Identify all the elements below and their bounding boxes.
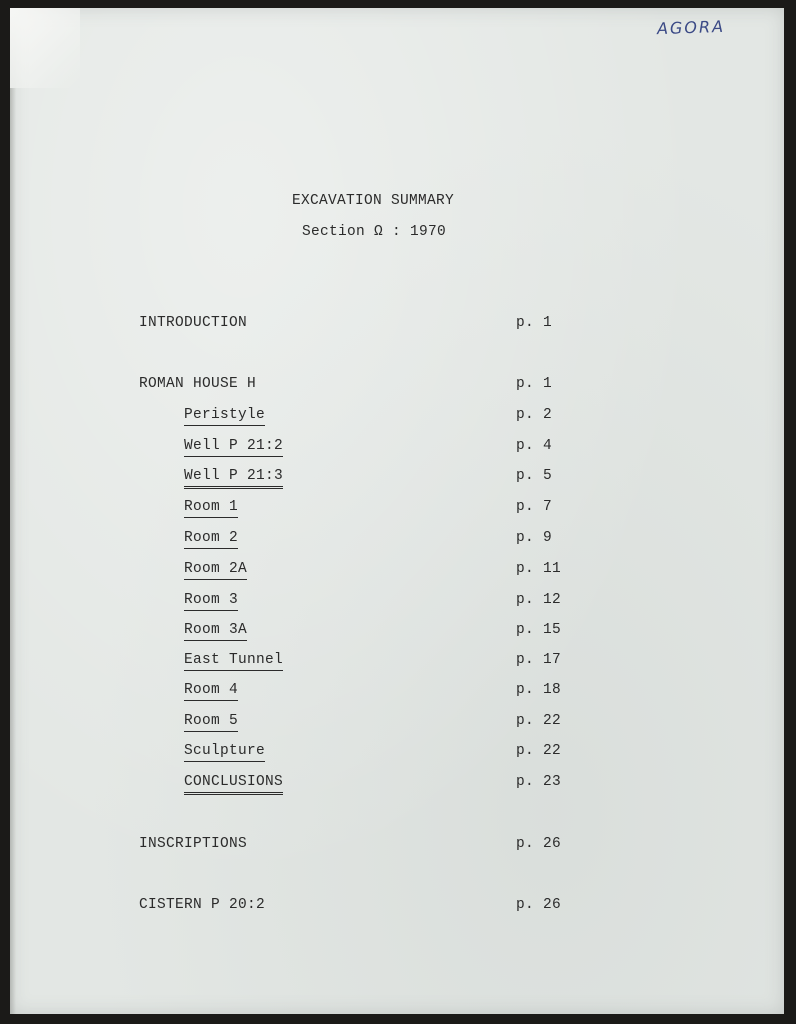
toc-label-east-tunnel: East Tunnel [184,652,283,671]
toc-label-well-p21-3: Well P 21:3 [184,468,283,489]
toc-label-room-5: Room 5 [184,713,238,732]
toc-label-room-1: Room 1 [184,499,238,518]
paper-sheet [10,8,784,1014]
toc-page-well-p21-2: p. 4 [516,438,553,454]
toc-label-room-3: Room 3 [184,592,238,611]
toc-page-well-p21-3: p. 5 [516,468,553,484]
toc-page-room-3: p. 12 [516,592,562,608]
agora-handwritten-mark: AGORA [656,16,726,39]
toc-label-room-4: Room 4 [184,682,238,701]
toc-page-room-2: p. 9 [516,530,553,546]
toc-page-peristyle: p. 2 [516,407,553,423]
toc-label-room-3a: Room 3A [184,622,247,641]
toc-label-inscriptions: INSCRIPTIONS [139,836,248,852]
toc-page-room-4: p. 18 [516,682,562,698]
toc-label-conclusions: CONCLUSIONS [184,774,283,795]
toc-label-sculpture: Sculpture [184,743,265,762]
toc-label-cistern-p20-2: CISTERN P 20:2 [139,897,266,913]
toc-page-inscriptions: p. 26 [516,836,562,852]
toc-label-room-2: Room 2 [184,530,238,549]
toc-page-room-5: p. 22 [516,713,562,729]
toc-page-roman-house-h: p. 1 [516,376,553,392]
toc-page-cistern-p20-2: p. 26 [516,897,562,913]
toc-label-peristyle: Peristyle [184,407,265,426]
torn-corner [10,8,80,88]
toc-page-conclusions: p. 23 [516,774,562,790]
toc-label-well-p21-2: Well P 21:2 [184,438,283,457]
toc-page-east-tunnel: p. 17 [516,652,562,668]
paper-edge-shadow [10,88,16,1014]
document-subtitle: Section Ω : 1970 [302,224,447,240]
toc-label-room-2a: Room 2A [184,561,247,580]
toc-page-introduction: p. 1 [516,315,553,331]
toc-page-sculpture: p. 22 [516,743,562,759]
toc-page-room-2a: p. 11 [516,561,562,577]
toc-label-introduction: INTRODUCTION [139,315,248,331]
toc-label-roman-house-h: ROMAN HOUSE H [139,376,257,392]
document-title: EXCAVATION SUMMARY [292,193,455,209]
toc-page-room-3a: p. 15 [516,622,562,638]
toc-page-room-1: p. 7 [516,499,553,515]
